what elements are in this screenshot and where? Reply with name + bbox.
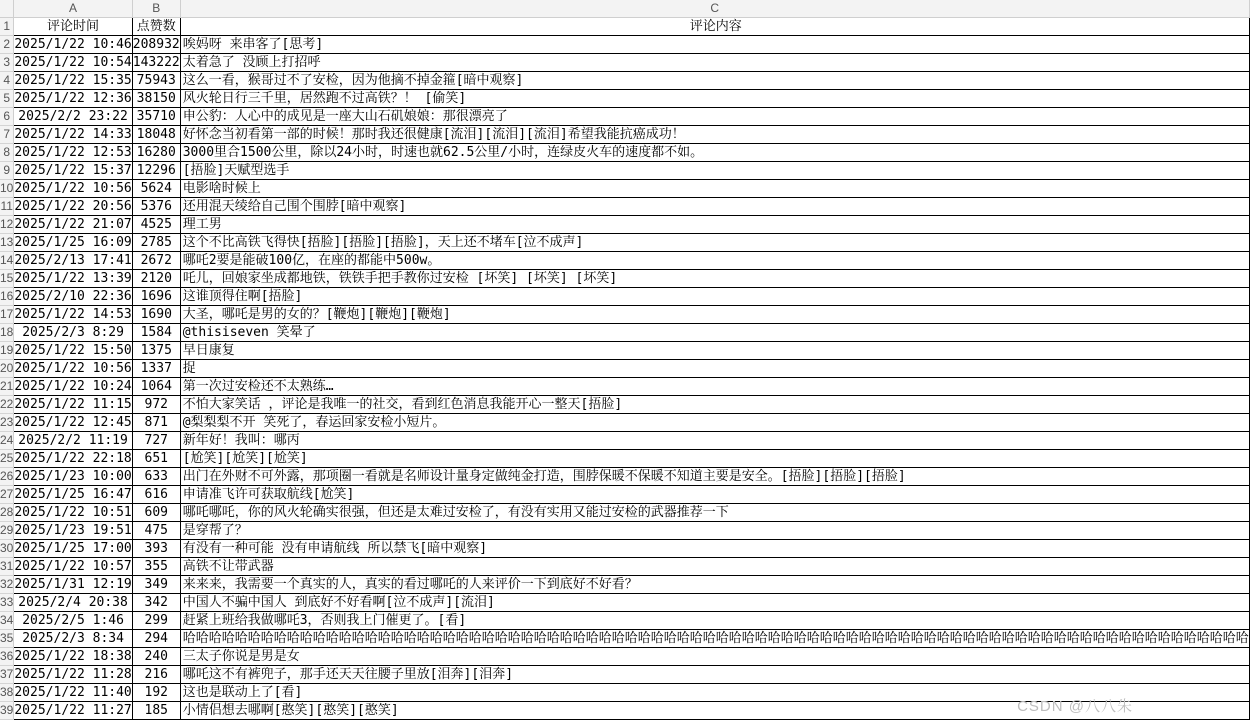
column-header-b[interactable]: B — [132, 0, 180, 18]
cell-likes[interactable]: 393 — [132, 540, 180, 558]
row-number[interactable]: 25 — [0, 450, 14, 468]
cell-time[interactable]: 2025/1/25 16:47 — [14, 487, 132, 502]
cell-content[interactable]: 哈哈哈哈哈哈哈哈哈哈哈哈哈哈哈哈哈哈哈哈哈哈哈哈哈哈哈哈哈哈哈哈哈哈哈哈哈哈哈哈哈哈哈哈哈哈哈哈哈哈哈哈哈哈哈哈哈哈哈哈哈哈哈哈哈哈哈哈哈哈哈哈哈哈哈哈哈哈哈哈哈哈 — [180, 630, 1249, 648]
table-row — [0, 216, 1249, 234]
table-row — [0, 648, 1249, 666]
cell-content[interactable]: 还用混天绫给自己围个围脖[暗中观察] — [180, 198, 1249, 216]
cell-likes[interactable]: 294 — [132, 630, 180, 648]
header-cell-likes[interactable]: 点赞数 — [132, 18, 180, 36]
cell-likes[interactable]: 616 — [132, 486, 180, 504]
cell-content[interactable]: 新年好！我叫：哪丙 — [180, 432, 1249, 450]
row-number[interactable]: 11 — [0, 198, 14, 216]
table-row — [0, 126, 1249, 144]
table-row — [0, 108, 1249, 126]
cell-time[interactable]: 2025/1/22 13:39 — [14, 271, 132, 286]
cell-time[interactable]: 2025/2/5 1:46 — [14, 612, 132, 630]
cell-content[interactable]: 吒儿，回娘家坐成都地铁，铁铁手把手教你过安检 [坏笑] [坏笑] [坏笑] — [180, 270, 1249, 288]
table-row — [0, 450, 1249, 468]
cell-content[interactable]: 出门在外财不可外露，那项圈一看就是名师设计量身定做纯金打造，围脖保暖不保暖不知道主要是安全。[捂脸][捂脸][捂脸] — [180, 468, 1249, 486]
cell-content[interactable]: 有没有一种可能 没有申请航线 所以禁飞[暗中观察] — [180, 540, 1249, 558]
table-row — [0, 36, 1249, 54]
table-row — [0, 342, 1249, 360]
cell-likes[interactable]: 633 — [132, 468, 180, 486]
cell-content[interactable]: 好怀念当初看第一部的时候！那时我还很健康[流泪][流泪][流泪]希望我能抗癌成功！ — [180, 126, 1249, 144]
cell-likes[interactable]: 727 — [132, 432, 180, 450]
cell-likes[interactable]: 216 — [132, 666, 180, 684]
cell-content[interactable]: 3000里合1500公里，除以24小时，时速也就62.5公里/小时，连绿皮火车的速度都不如。 — [180, 144, 1249, 162]
row-number[interactable]: 1 — [0, 18, 14, 36]
row-number[interactable]: 12 — [0, 216, 14, 234]
row-number[interactable]: 29 — [0, 522, 14, 540]
row-number[interactable]: 13 — [0, 234, 14, 252]
row-number[interactable]: 26 — [0, 468, 14, 486]
row-number[interactable]: 14 — [0, 252, 14, 270]
row-number[interactable]: 38 — [0, 684, 14, 702]
row-number[interactable]: 18 — [0, 324, 14, 342]
cell-time[interactable]: 2025/2/10 22:36 — [14, 289, 132, 304]
cell-content[interactable]: 理工男 — [180, 216, 1249, 234]
table-row — [0, 234, 1249, 252]
cell-content[interactable]: 捉 — [180, 360, 1249, 378]
row-number[interactable]: 6 — [0, 108, 14, 126]
row-number[interactable]: 30 — [0, 540, 14, 558]
row-number[interactable]: 2 — [0, 36, 14, 54]
cell-likes[interactable]: 1696 — [132, 288, 180, 306]
select-all-corner[interactable] — [0, 0, 14, 18]
cell-time[interactable]: 2025/1/22 11:40 — [14, 685, 132, 700]
table-row — [0, 144, 1249, 162]
table-row — [0, 180, 1249, 198]
cell-content[interactable]: 太着急了 没顾上打招呼 — [180, 54, 1249, 72]
cell-time[interactable]: 2025/1/31 12:19 — [14, 577, 132, 592]
table-row — [0, 396, 1249, 414]
cell-likes[interactable]: 1584 — [132, 324, 180, 342]
cell-content[interactable]: 申请准飞许可获取航线[尬笑] — [180, 486, 1249, 504]
cell-likes[interactable]: 38150 — [132, 90, 180, 108]
table-row — [0, 252, 1249, 270]
cell-likes[interactable]: 192 — [132, 684, 180, 702]
table-row — [0, 270, 1249, 288]
cell-content[interactable]: 电影啥时候上 — [180, 180, 1249, 198]
header-cell-content[interactable]: 评论内容 — [180, 18, 1249, 36]
cell-time[interactable]: 2025/1/22 15:35 — [14, 73, 132, 88]
cell-likes[interactable]: 208932 — [132, 37, 180, 52]
cell-content[interactable]: 大圣，哪吒是男的女的？[鞭炮][鞭炮][鞭炮] — [180, 306, 1249, 324]
cell-time[interactable]: 2025/1/22 10:46 — [14, 37, 132, 52]
cell-time[interactable]: 2025/2/2 23:22 — [14, 108, 132, 126]
cell-content[interactable]: 哪吒2要是能破100亿，在座的都能中500w。 — [180, 252, 1249, 270]
cell-time[interactable]: 2025/1/23 10:00 — [14, 469, 132, 484]
cell-likes[interactable]: 1375 — [132, 342, 180, 360]
table-row — [0, 414, 1249, 432]
table-row — [0, 324, 1249, 342]
row-number[interactable]: 3 — [0, 54, 14, 72]
cell-time[interactable]: 2025/1/22 12:36 — [14, 91, 132, 106]
row-number[interactable]: 23 — [0, 414, 14, 432]
cell-likes[interactable]: 2672 — [132, 252, 180, 270]
cell-time[interactable]: 2025/1/22 15:37 — [14, 163, 132, 178]
table-row — [0, 162, 1249, 180]
row-number[interactable]: 27 — [0, 486, 14, 504]
cell-time[interactable]: 2025/2/4 20:38 — [14, 594, 132, 612]
cell-content[interactable]: 三太子你说是男是女 — [180, 648, 1249, 666]
row-number[interactable]: 17 — [0, 306, 14, 324]
cell-likes[interactable]: 2120 — [132, 270, 180, 288]
cell-time[interactable]: 2025/1/22 21:07 — [14, 217, 132, 232]
cell-time[interactable]: 2025/1/22 11:15 — [14, 397, 132, 412]
cell-time[interactable]: 2025/1/22 14:33 — [14, 127, 132, 142]
header-cell-time[interactable]: 评论时间 — [14, 18, 132, 36]
cell-likes[interactable]: 18048 — [132, 126, 180, 144]
cell-likes[interactable]: 871 — [132, 414, 180, 432]
table-row — [0, 576, 1249, 594]
table-row — [0, 540, 1249, 558]
cell-time[interactable]: 2025/1/22 10:57 — [14, 559, 132, 574]
cell-likes[interactable]: 299 — [132, 612, 180, 630]
cell-likes[interactable]: 475 — [132, 522, 180, 540]
table-row — [0, 306, 1249, 324]
table-row — [0, 486, 1249, 504]
cell-time[interactable]: 2025/1/25 16:09 — [14, 235, 132, 250]
table-row — [0, 468, 1249, 486]
row-number[interactable]: 34 — [0, 612, 14, 630]
cell-likes[interactable]: 1064 — [132, 378, 180, 396]
cell-likes[interactable]: 75943 — [132, 72, 180, 90]
cell-likes[interactable]: 12296 — [132, 162, 180, 180]
cell-content[interactable]: 哪吒哪吒，你的风火轮确实很强，但还是太难过安检了，有没有实用又能过安检的武器推荐一下 — [180, 504, 1249, 522]
row-number[interactable]: 7 — [0, 126, 14, 144]
row-number[interactable]: 10 — [0, 180, 14, 198]
cell-time[interactable]: 2025/2/3 8:29 — [14, 324, 132, 342]
row-number[interactable]: 16 — [0, 288, 14, 306]
table-row — [0, 18, 1249, 36]
cell-time[interactable]: 2025/1/22 22:18 — [14, 451, 132, 466]
cell-likes[interactable]: 609 — [132, 504, 180, 522]
cell-likes[interactable]: 5376 — [132, 198, 180, 216]
row-number[interactable]: 37 — [0, 666, 14, 684]
cell-time[interactable]: 2025/1/23 19:51 — [14, 523, 132, 538]
cell-content[interactable]: [尬笑][尬笑][尬笑] — [180, 450, 1249, 468]
table-row — [0, 666, 1249, 684]
table-row — [0, 522, 1249, 540]
cell-content[interactable]: 这么一看，猴哥过不了安检，因为他摘不掉金箍[暗中观察] — [180, 72, 1249, 90]
row-number[interactable]: 35 — [0, 630, 14, 648]
cell-content[interactable]: 风火轮日行三千里，居然跑不过高铁？！ [偷笑] — [180, 90, 1249, 108]
cell-time[interactable]: 2025/1/22 10:56 — [14, 181, 132, 196]
row-number[interactable]: 22 — [0, 396, 14, 414]
cell-likes[interactable]: 143222 — [132, 55, 180, 70]
cell-time[interactable]: 2025/1/25 17:00 — [14, 541, 132, 556]
table-row — [0, 360, 1249, 378]
cell-content[interactable]: @梨梨梨不开 笑死了，春运回家安检小短片。 — [180, 414, 1249, 432]
cell-likes[interactable]: 972 — [132, 396, 180, 414]
cell-content[interactable]: 早日康复 — [180, 342, 1249, 360]
cell-likes[interactable]: 651 — [132, 450, 180, 468]
cell-likes[interactable]: 355 — [132, 558, 180, 576]
cell-content[interactable]: 中国人不骗中国人 到底好不好看啊[泣不成声][流泪] — [180, 594, 1249, 612]
row-number[interactable]: 19 — [0, 342, 14, 360]
cell-content[interactable]: 申公豹：人心中的成见是一座大山石矶娘娘：那很漂亮了 — [180, 108, 1249, 126]
cell-likes[interactable]: 185 — [132, 702, 180, 720]
cell-time[interactable]: 2025/1/22 14:53 — [14, 307, 132, 322]
cell-content[interactable]: 这也是联动上了[看] — [180, 684, 1249, 702]
cell-likes[interactable]: 5624 — [132, 180, 180, 198]
cell-likes[interactable]: 4525 — [132, 216, 180, 234]
cell-time[interactable]: 2025/1/22 12:45 — [14, 415, 132, 430]
table-row — [0, 612, 1249, 630]
cell-time[interactable]: 2025/1/22 10:56 — [14, 361, 132, 376]
cell-likes[interactable]: 240 — [132, 648, 180, 666]
cell-content[interactable]: 高铁不让带武器 — [180, 558, 1249, 576]
table-row — [0, 504, 1249, 522]
row-number[interactable]: 36 — [0, 648, 14, 666]
cell-likes[interactable]: 1337 — [132, 360, 180, 378]
table-row — [0, 198, 1249, 216]
table-row — [0, 72, 1249, 90]
table-row — [0, 594, 1249, 612]
cell-likes[interactable]: 16280 — [132, 144, 180, 162]
cell-content[interactable]: 不怕大家笑话 ，评论是我唯一的社交，看到红色消息我能开心一整天[捂脸] — [180, 396, 1249, 414]
table-row — [0, 432, 1249, 450]
cell-content[interactable]: 这谁顶得住啊[捂脸] — [180, 288, 1249, 306]
row-number[interactable]: 31 — [0, 558, 14, 576]
table-row — [0, 54, 1249, 72]
cell-content[interactable]: 这个不比高铁飞得快[捂脸][捂脸][捂脸]，天上还不堵车[泣不成声] — [180, 234, 1249, 252]
cell-content[interactable]: 第一次过安检还不太熟练… — [180, 378, 1249, 396]
table-row — [0, 558, 1249, 576]
cell-likes[interactable]: 35710 — [132, 108, 180, 126]
cell-content[interactable]: [捂脸]天赋型选手 — [180, 162, 1249, 180]
row-number[interactable]: 8 — [0, 144, 14, 162]
cell-time[interactable]: 2025/1/22 12:53 — [14, 145, 132, 160]
column-header-c[interactable]: C — [180, 0, 1249, 18]
cell-content[interactable]: 哪吒这不有裤兜子，那手还天天往腰子里放[泪奔][泪奔] — [180, 666, 1249, 684]
row-number[interactable]: 21 — [0, 378, 14, 396]
row-number[interactable]: 32 — [0, 576, 14, 594]
table-row — [0, 630, 1249, 648]
row-number[interactable]: 33 — [0, 594, 14, 612]
row-number[interactable]: 5 — [0, 90, 14, 108]
cell-likes[interactable]: 349 — [132, 576, 180, 594]
row-number[interactable]: 4 — [0, 72, 14, 90]
row-number[interactable]: 9 — [0, 162, 14, 180]
cell-time[interactable]: 2025/1/22 15:50 — [14, 343, 132, 358]
cell-time[interactable]: 2025/1/22 11:27 — [14, 703, 132, 718]
row-number[interactable]: 15 — [0, 270, 14, 288]
cell-time[interactable]: 2025/2/13 17:41 — [14, 253, 132, 268]
cell-likes[interactable]: 2785 — [132, 234, 180, 252]
cell-content[interactable]: 来来来，我需要一个真实的人，真实的看过哪吒的人来评价一下到底好不好看？ — [180, 576, 1249, 594]
cell-time[interactable]: 2025/1/22 10:54 — [14, 55, 132, 70]
cell-content[interactable]: 唉妈呀 来串客了[思考] — [180, 36, 1249, 54]
table-row — [0, 378, 1249, 396]
table-row — [0, 90, 1249, 108]
row-number[interactable]: 39 — [0, 702, 14, 720]
cell-time[interactable]: 2025/1/22 11:28 — [14, 667, 132, 682]
cell-content[interactable]: @thisiseven 笑晕了 — [180, 324, 1249, 342]
row-number[interactable]: 20 — [0, 360, 14, 378]
cell-content[interactable]: 是穿帮了？ — [180, 522, 1249, 540]
cell-time[interactable]: 2025/2/3 8:34 — [14, 630, 132, 648]
cell-time[interactable]: 2025/1/22 10:51 — [14, 505, 132, 520]
watermark: CSDN @八八朱 — [1017, 698, 1133, 715]
row-number[interactable]: 24 — [0, 432, 14, 450]
cell-time[interactable]: 2025/1/22 10:24 — [14, 379, 132, 394]
row-number[interactable]: 28 — [0, 504, 14, 522]
column-header-a[interactable]: A — [14, 0, 132, 18]
cell-content[interactable]: 小情侣想去哪啊[憨笑][憨笑][憨笑] — [180, 702, 1249, 720]
cell-time[interactable]: 2025/1/22 20:56 — [14, 199, 132, 214]
table-row — [0, 288, 1249, 306]
cell-time[interactable]: 2025/2/2 11:19 — [14, 432, 132, 450]
cell-likes[interactable]: 1690 — [132, 306, 180, 324]
cell-likes[interactable]: 342 — [132, 594, 180, 612]
cell-time[interactable]: 2025/1/22 18:38 — [14, 649, 132, 664]
cell-content[interactable]: 赶紧上班给我做哪吒3，否则我上门催更了。[看] — [180, 612, 1249, 630]
